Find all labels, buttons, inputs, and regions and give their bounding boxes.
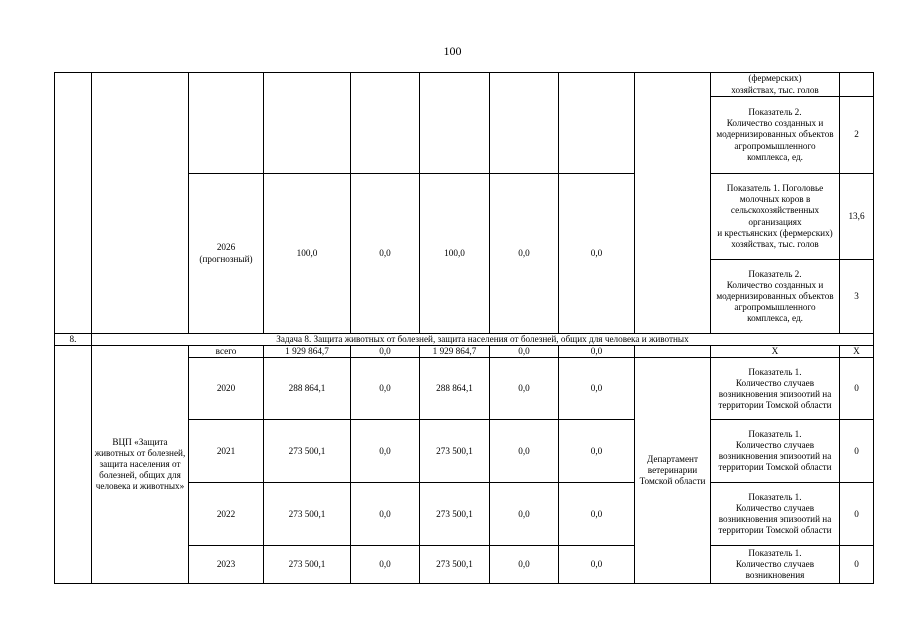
indicator-value-cell: 0 bbox=[840, 483, 874, 546]
task-title: Задача 8. Защита животных от болезней, защита населения от болезней, общих для человека и животных bbox=[92, 334, 874, 346]
value-cell: 100,0 bbox=[264, 174, 351, 334]
year-cell bbox=[189, 73, 264, 174]
value-cell: 0,0 bbox=[351, 420, 420, 483]
value-cell: 0,0 bbox=[559, 358, 635, 420]
value-cell: 273 500,1 bbox=[264, 420, 351, 483]
value-cell: 0,0 bbox=[559, 174, 635, 334]
indicator-value-cell bbox=[840, 73, 874, 97]
task-number: 8. bbox=[55, 334, 92, 346]
value-cell: 100,0 bbox=[420, 174, 490, 334]
value-cell: 273 500,1 bbox=[420, 546, 490, 584]
value-cell: 0,0 bbox=[490, 546, 559, 584]
year-cell: 2022 bbox=[189, 483, 264, 546]
value-cell: 0,0 bbox=[351, 483, 420, 546]
row-number-cell bbox=[55, 73, 92, 334]
indicator-cell: (фермерских) хозяйствах, тыс. голов bbox=[711, 73, 840, 97]
value-cell: 0,0 bbox=[351, 546, 420, 584]
value-cell bbox=[490, 73, 559, 174]
page-number: 100 bbox=[443, 44, 462, 58]
value-cell: 273 500,1 bbox=[420, 483, 490, 546]
indicator-value-cell: 0 bbox=[840, 420, 874, 483]
executor-cell: Департамент ветеринарии Томской области bbox=[635, 358, 711, 584]
value-cell bbox=[559, 73, 635, 174]
value-cell: 273 500,1 bbox=[264, 483, 351, 546]
activity-name-cell bbox=[92, 73, 189, 334]
value-cell bbox=[264, 73, 351, 174]
executor-cell bbox=[635, 73, 711, 334]
value-cell: 1 929 864,7 bbox=[264, 346, 351, 358]
value-cell: 0,0 bbox=[351, 358, 420, 420]
value-cell: 0,0 bbox=[351, 174, 420, 334]
value-cell: 0,0 bbox=[490, 483, 559, 546]
value-cell: 1 929 864,7 bbox=[420, 346, 490, 358]
value-cell: 0,0 bbox=[559, 346, 635, 358]
value-cell: 273 500,1 bbox=[420, 420, 490, 483]
indicator-cell: Показатель 1. Количество случаев возникновения эпизоотий на территории Томской области bbox=[711, 483, 840, 546]
value-cell: 0,0 bbox=[490, 358, 559, 420]
indicator-value-cell: 3 bbox=[840, 260, 874, 334]
value-cell: 0,0 bbox=[351, 346, 420, 358]
indicator-cell: Показатель 1. Количество случаев возникновения эпизоотий на территории Томской области bbox=[711, 358, 840, 420]
year-cell: 2021 bbox=[189, 420, 264, 483]
value-cell bbox=[351, 73, 420, 174]
year-cell: всего bbox=[189, 346, 264, 358]
indicator-value-cell: X bbox=[840, 346, 874, 358]
executor-cell bbox=[635, 346, 711, 358]
row-number-cell bbox=[55, 346, 92, 584]
table-row bbox=[55, 73, 874, 97]
task-row bbox=[55, 334, 874, 346]
indicator-value-cell: 0 bbox=[840, 546, 874, 584]
indicator-cell: Показатель 2. Количество созданных и модернизированных объектов агропромышленного комплекса, ед. bbox=[711, 97, 840, 174]
year-cell: 2026 (прогнозный) bbox=[189, 174, 264, 334]
indicator-cell: Показатель 1. Поголовье молочных коров в сельскохозяйственных организациях и крестьянских (фермерских) хозяйствах, тыс. голов bbox=[711, 174, 840, 260]
indicator-value-cell: 2 bbox=[840, 97, 874, 174]
value-cell: 288 864,1 bbox=[420, 358, 490, 420]
value-cell: 0,0 bbox=[490, 346, 559, 358]
value-cell: 0,0 bbox=[490, 174, 559, 334]
vcp-name: ВЦП «Защита животных от болезней, защита населения от болезней, общих для человека и животных» bbox=[92, 346, 189, 584]
indicator-cell: Показатель 2. Количество созданных и модернизированных объектов агропромышленного комплекса, ед. bbox=[711, 260, 840, 334]
value-cell: 0,0 bbox=[559, 483, 635, 546]
table-row bbox=[55, 346, 874, 358]
program-table bbox=[54, 72, 874, 584]
value-cell: 288 864,1 bbox=[264, 358, 351, 420]
value-cell: 0,0 bbox=[559, 546, 635, 584]
year-cell: 2020 bbox=[189, 358, 264, 420]
indicator-value-cell: 13,6 bbox=[840, 174, 874, 260]
indicator-cell: Показатель 1. Количество случаев возникновения bbox=[711, 546, 840, 584]
value-cell: 0,0 bbox=[559, 420, 635, 483]
value-cell: 273 500,1 bbox=[264, 546, 351, 584]
value-cell: 0,0 bbox=[490, 420, 559, 483]
year-cell: 2023 bbox=[189, 546, 264, 584]
indicator-value-cell: 0 bbox=[840, 358, 874, 420]
value-cell bbox=[420, 73, 490, 174]
indicator-cell: Показатель 1. Количество случаев возникновения эпизоотий на территории Томской области bbox=[711, 420, 840, 483]
indicator-cell: X bbox=[711, 346, 840, 358]
